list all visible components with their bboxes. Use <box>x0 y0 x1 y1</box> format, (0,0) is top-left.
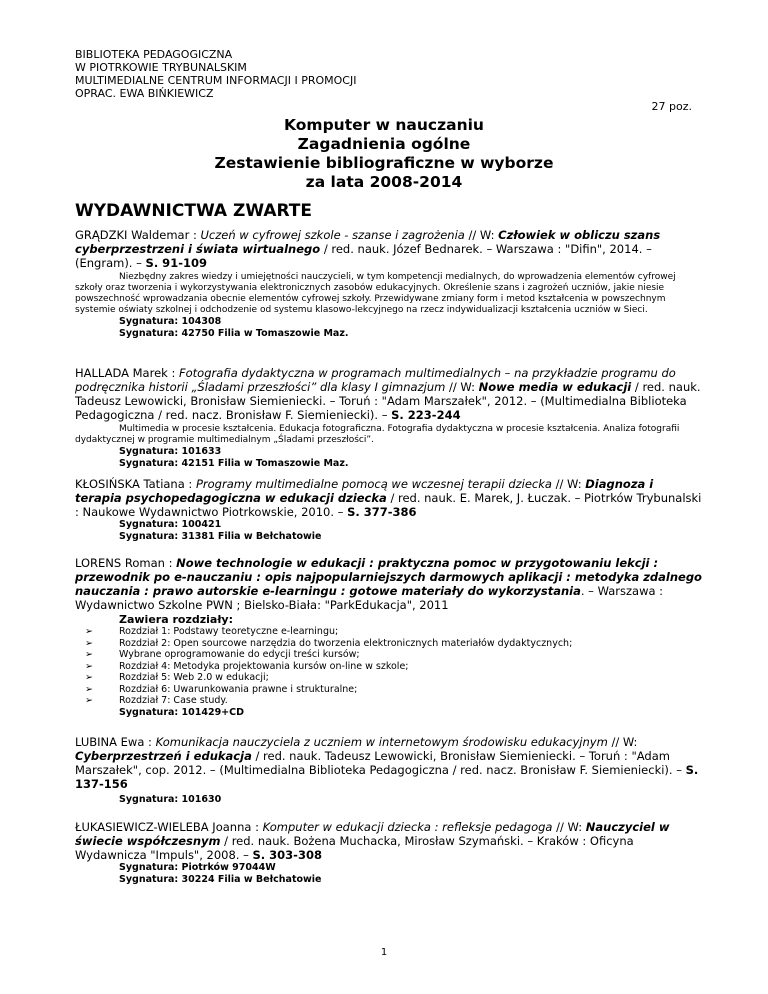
bibliography-entry <box>75 366 703 470</box>
citation <box>75 556 703 612</box>
header-line: OPRAC. EWA BIŃKIEWICZ <box>75 87 214 100</box>
entry-pages: S. 377-386 <box>347 505 417 519</box>
entry-publication: / red. nauk. Józef Bednarek. – Warszawa : "Difin", 2014. – (Engram). – <box>75 242 652 270</box>
citation <box>75 228 703 270</box>
separator: // W: <box>551 477 586 491</box>
entry-host: Cyberprzestrzeń i edukacja <box>75 749 252 763</box>
entry-signature: Sygnatura: 100421 <box>119 519 222 530</box>
entry-publication: / red. nauk. Tadeusz Lewowicki, Bronisław Siemieniecki. – Toruń : "Adam Marszałek", cop. 2012. – (Multimedialna Biblioteka Pedagogiczna / red. nacz. Bronisław F. Siemieniecki). – <box>75 749 686 777</box>
title-line: Zagadnienia ogólne <box>297 135 471 153</box>
separator: : <box>144 735 156 749</box>
separator: : <box>184 477 196 491</box>
bibliography-entry <box>75 735 703 806</box>
entry-signature: Sygnatura: 42750 Filia w Tomaszowie Maz. <box>119 328 349 339</box>
chapter-item <box>75 672 703 684</box>
entry-signature: Sygnatura: 104308 <box>119 316 222 327</box>
arrow-bullet-icon: ➢ <box>85 637 93 649</box>
title-line: za lata 2008-2014 <box>305 173 463 191</box>
separator: // W: <box>464 228 499 242</box>
entry-signature: Sygnatura: Piotrków 97044W <box>119 862 276 873</box>
arrow-bullet-icon: ➢ <box>85 660 93 672</box>
chapter-label: Rozdział 2: Open sourcowe narzędzia do tworzenia elektronicznych materiałów dydaktycznych; <box>119 637 573 649</box>
separator: // W: <box>607 735 638 749</box>
separator: : <box>251 820 263 834</box>
bibliography-entry <box>75 820 703 886</box>
arrow-bullet-icon: ➢ <box>85 649 93 660</box>
contents-label: Zawiera rozdziały: <box>119 613 233 626</box>
entry-author: GRĄDZKI Waldemar <box>75 228 190 242</box>
entry-pages: S. 303-308 <box>252 848 322 862</box>
entry-signature: Sygnatura: 30224 Filia w Bełchatowie <box>119 874 322 885</box>
entry-host: Nowe media w edukacji <box>478 380 632 394</box>
header-line: W PIOTRKOWIE TRYBUNALSKIM <box>75 61 247 74</box>
entry-publication: / red. nauk. Tadeusz Lewowicki, Bronisław Siemieniecki. – Toruń : "Adam Marszałek", 2012. – (Multimedialna Biblioteka Pedagogiczna / red. nacz. Bronisław F. Siemieniecki). – <box>75 380 701 422</box>
arrow-bullet-icon: ➢ <box>85 683 93 695</box>
chapter-label: Rozdział 4: Metodyka projektowania kursów on-line w szkole; <box>119 660 409 672</box>
chapter-item <box>75 649 703 661</box>
entry-pages: S. 91-109 <box>145 256 207 270</box>
entry-author: HALLADA Marek <box>75 366 168 380</box>
arrow-bullet-icon: ➢ <box>85 626 93 637</box>
chapter-item <box>75 661 703 673</box>
entry-title: Nowe technologie w edukacji : praktyczna pomoc w przygotowaniu lekcji : przewodnik po e-nauczaniu : opis najpopularniejszych darmowych aplikacji : metodyka zdalnego nauczania : prawo autorskie e-learningu : gotowe materiały do wykorzystania <box>75 556 702 598</box>
entry-publication: / red. nauk. Bożena Muchacka, Mirosław Szymański. – Kraków : Oficyna Wydawnicza "Impuls", 2008. – <box>75 834 634 862</box>
separator: : <box>189 228 201 242</box>
entry-author: LORENS Roman <box>75 556 165 570</box>
entry-signature: Sygnatura: 101630 <box>119 794 222 805</box>
entry-title: Uczeń w cyfrowej szkole - szanse i zagrożenia <box>200 228 465 242</box>
entry-pages: S. 223-244 <box>391 408 461 422</box>
entry-host: Diagnoza i terapia psychopedagogiczna w edukacji dziecka <box>75 477 654 505</box>
bibliography-entry <box>75 228 703 340</box>
chapter-item <box>75 695 703 707</box>
entry-pages: S. 137-156 <box>75 763 699 791</box>
chapter-label: Rozdział 5: Web 2.0 w edukacji; <box>119 672 269 683</box>
separator: : <box>164 556 177 570</box>
citation <box>75 366 703 422</box>
title-line: Komputer w nauczaniu <box>284 116 484 134</box>
separator: : <box>167 366 180 380</box>
entry-description: Multimedia w procesie kształcenia. Edukacja fotograficzna. Fotografia dydaktyczna w procesie kształcenia. Analiza fotografii dydaktycznej w programie multimedialnym „Śladami przeszłości”. <box>75 424 680 445</box>
entry-author: KŁOSIŃSKA Tatiana <box>75 477 185 491</box>
page-number: 1 <box>380 947 388 958</box>
chapter-item <box>75 638 703 650</box>
separator: // W: <box>552 820 586 834</box>
citation <box>75 820 703 862</box>
title-line: Zestawienie bibliograficzne w wyborze <box>214 154 554 172</box>
arrow-bullet-icon: ➢ <box>85 695 93 706</box>
chapter-label: Rozdział 1: Podstawy teoretyczne e-learningu; <box>119 626 339 637</box>
item-count: 27 poz. <box>651 100 692 113</box>
header-line: MULTIMEDIALNE CENTRUM INFORMACJI I PROMOCJI <box>75 74 357 87</box>
entry-description: Niezbędny zakres wiedzy i umiejętności nauczycieli, w tym kompetencji medialnych, do wprowadzenia elementów cyfrowej szkoły oraz tworzenia i wykorzystywania elektronicznych zasobów edukacyjnych. Określenie szans i zagrożeń uczniów, jakie niesie powszechność wprowadzania obecnie elementów cyfrowej szkoły. Przewidywane zmiany form i metod kształcenia w powszechnym systemie oświaty szkolnej i odchodzenie od systemu klasowo-lekcyjnego na rzecz indywidualizacji kształcenia uczniów w Sieci. <box>75 272 676 315</box>
chapter-label: Wybrane oprogramowanie do edycji treści kursów; <box>119 649 360 660</box>
entry-signature: Sygnatura: 101429+CD <box>119 706 244 718</box>
library-header <box>75 48 356 100</box>
citation <box>75 735 703 791</box>
separator: // W: <box>445 380 479 394</box>
entry-host: Nauczyciel w świecie współczesnym <box>75 820 670 848</box>
chapter-list <box>75 626 703 707</box>
arrow-bullet-icon: ➢ <box>85 672 93 683</box>
entry-host: Człowiek w obliczu szans cyberprzestrzeni i świata wirtualnego <box>75 228 661 256</box>
chapter-label: Rozdział 6: Uwarunkowania prawne i strukturalne; <box>119 683 358 695</box>
chapter-item <box>75 626 703 638</box>
citation <box>75 477 703 519</box>
bibliography-entry <box>75 477 703 543</box>
chapter-item <box>75 684 703 696</box>
document-title <box>0 116 768 192</box>
entry-title: Komputer w edukacji dziecka : refleksje pedagoga <box>262 820 553 834</box>
section-heading: WYDAWNICTWA ZWARTE <box>75 201 313 221</box>
entry-author: ŁUKASIEWICZ-WIELEBA Joanna <box>75 820 252 834</box>
entry-author: LUBINA Ewa <box>75 735 145 749</box>
entry-title: Fotografia dydaktyczna w programach multimedialnych – na przykładzie programu do podręcznika historii „Śladami przeszłości” dla klasy I gimnazjum <box>75 366 676 394</box>
bibliography-entry <box>75 556 703 719</box>
entry-title: Programy multimedialne pomocą we wczesnej terapii dziecka <box>195 477 552 491</box>
header-line: BIBLIOTEKA PEDAGOGICZNA <box>75 48 233 61</box>
entry-publication: . – Warszawa : Wydawnictwo Szkolne PWN ; Bielsko-Biała: "ParkEdukacja", 2011 <box>75 584 664 612</box>
entry-signature: Sygnatura: 42151 Filia w Tomaszowie Maz. <box>119 458 349 469</box>
entry-signature: Sygnatura: 101633 <box>119 446 222 457</box>
entry-signature: Sygnatura: 31381 Filia w Bełchatowie <box>119 531 322 542</box>
entry-title: Komunikacja nauczyciela z uczniem w internetowym środowisku edukacyjnym <box>155 735 608 749</box>
entry-publication: / red. nauk. E. Marek, J. Łuczak. – Piotrków Trybunalski : Naukowe Wydawnictwo Piotrkowskie, 2010. – <box>75 491 702 519</box>
chapter-label: Rozdział 7: Case study. <box>119 695 228 706</box>
